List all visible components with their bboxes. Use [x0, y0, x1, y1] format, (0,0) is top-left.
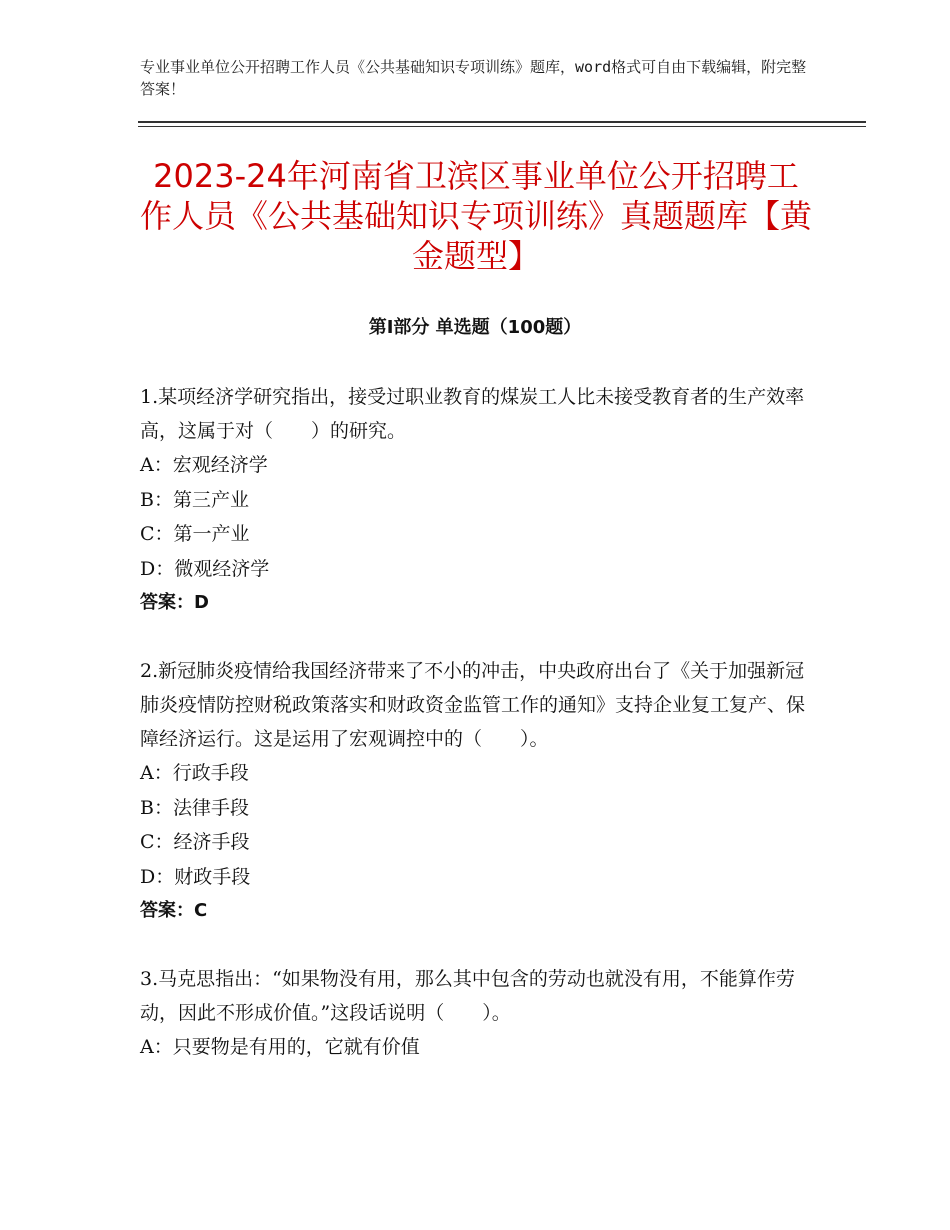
option-d: D：财政手段 — [140, 865, 251, 888]
option-d: D：微观经济学 — [140, 557, 270, 580]
document-title: 2023-24年河南省卫滨区事业单位公开招聘工作人员《公共基础知识专项训练》真题题库【黄金题型】 — [140, 157, 813, 275]
option-a: A：行政手段 — [140, 762, 249, 784]
question-list — [140, 380, 810, 1099]
option-a: A：只要物是有用的，它就有价值 — [140, 1036, 420, 1058]
question-stem: 2.新冠肺炎疫情给我国经济带来了不小的冲击，中央政府出台了《关于加强新冠肺炎疫情防控财税政策落实和财政资金监管工作的通知》支持企业复工复产、保障经济运行。这是运用了宏观调控中的（ ）。 — [140, 660, 806, 750]
question-2 — [140, 654, 810, 928]
answer-label: 答案：C — [140, 900, 208, 921]
option-c: C：第一产业 — [140, 523, 250, 545]
question-1 — [140, 380, 810, 620]
option-c: C：经济手段 — [140, 831, 250, 853]
question-stem: 3.马克思指出：“如果物没有用，那么其中包含的劳动也就没有用，不能算作劳动，因此不形成价值。”这段话说明（ ）。 — [140, 968, 795, 1024]
option-b: B：法律手段 — [140, 796, 249, 819]
question-3 — [140, 962, 810, 1065]
section-title: 第Ⅰ部分 单选题（100题） — [368, 317, 582, 338]
answer-label: 答案：D — [140, 592, 209, 613]
question-stem: 1.某项经济学研究指出，接受过职业教育的煤炭工人比未接受教育者的生产效率高，这属于对（ ）的研究。 — [140, 386, 805, 442]
header-divider-thick — [138, 121, 866, 123]
header-divider-thin — [138, 126, 866, 127]
option-b: B：第三产业 — [140, 488, 249, 511]
option-a: A：宏观经济学 — [140, 454, 268, 476]
header-note: 专业事业单位公开招聘工作人员《公共基础知识专项训练》题库，word格式可自由下载编辑，附完整答案！ — [140, 58, 807, 98]
